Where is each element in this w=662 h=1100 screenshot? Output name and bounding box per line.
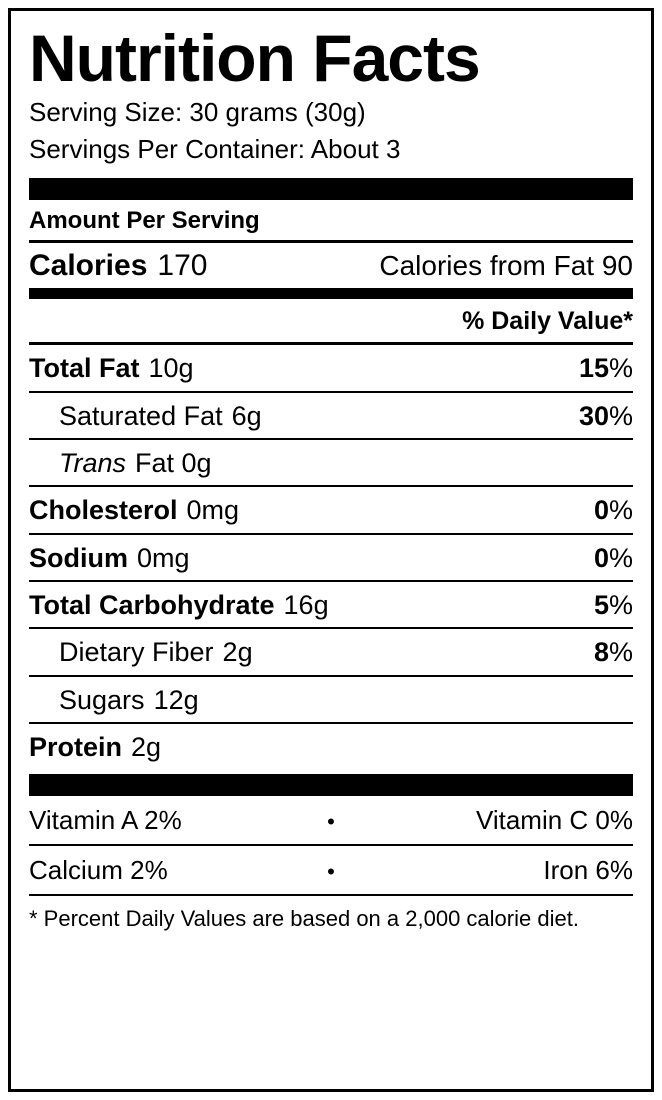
nutrient-row-cholesterol <box>29 487 633 532</box>
nutrient-amount: 6g <box>231 400 262 431</box>
nutrient-name: Saturated Fat <box>59 400 223 431</box>
nutrient-row-saturated-fat <box>29 393 633 438</box>
nutrient-amount: 10g <box>148 353 194 384</box>
nutrient-daily-value: 5% <box>593 590 633 621</box>
calories-row <box>29 243 633 288</box>
bullet-separator-icon: • <box>327 808 335 834</box>
nutrient-amount: Fat 0g <box>135 447 212 478</box>
calories-label: Calories <box>29 249 148 283</box>
nutrient-name: Cholesterol <box>29 495 178 526</box>
vitamin-a-value: Vitamin A 2% <box>29 804 182 835</box>
page-title: Nutrition Facts <box>29 21 480 95</box>
vitamin-c-value: Vitamin C 0% <box>475 804 633 835</box>
nutrient-name: Sodium <box>29 542 128 573</box>
amount-per-serving-label: Amount Per Serving <box>29 207 260 235</box>
nutrient-row-sugars <box>29 677 633 722</box>
nutrient-daily-value: 15% <box>578 353 633 384</box>
calories-value: 170 <box>157 249 208 283</box>
nutrient-name: Total Carbohydrate <box>29 590 275 621</box>
nutrition-facts-label <box>8 8 654 1092</box>
nutrient-row-sodium <box>29 535 633 580</box>
calories-from-fat: Calories from Fat 90 <box>379 250 633 282</box>
nutrient-name: Total Fat <box>29 353 140 384</box>
nutrient-row-dietary-fiber <box>29 629 633 674</box>
vitamin-row-1 <box>29 796 633 844</box>
iron-value: Iron 6% <box>543 854 633 885</box>
calcium-value: Calcium 2% <box>29 854 168 885</box>
nutrient-amount: 2g <box>222 637 253 668</box>
nutrient-name: Trans <box>59 447 127 478</box>
bullet-separator-icon: • <box>327 858 335 884</box>
nutrient-name: Dietary Fiber <box>59 637 214 668</box>
divider-thick-top <box>29 178 633 200</box>
nutrient-amount: 12g <box>153 684 199 715</box>
serving-size-text: Serving Size: 30 grams (30g) <box>29 97 366 128</box>
nutrient-daily-value: 30% <box>578 400 633 431</box>
daily-value-header: % Daily Value* <box>462 307 633 336</box>
vitamin-row-2 <box>29 846 633 894</box>
nutrient-name: Protein <box>29 732 123 763</box>
nutrient-row-trans-fat <box>29 440 633 485</box>
nutrient-daily-value: 8% <box>593 637 633 668</box>
nutrient-row-protein <box>29 724 633 769</box>
nutrient-amount: 0mg <box>186 495 240 526</box>
nutrient-name: Sugars <box>59 684 145 715</box>
divider-thick-bottom <box>29 774 633 796</box>
nutrient-daily-value: 0% <box>593 542 633 573</box>
divider-medium-1 <box>29 288 633 299</box>
nutrient-amount: 0mg <box>137 542 190 573</box>
servings-per-container-text: Servings Per Container: About 3 <box>29 134 401 165</box>
nutrient-row-total-carbohydrate <box>29 582 633 627</box>
nutrient-amount: 16g <box>283 590 329 621</box>
footnote-text: * Percent Daily Values are based on a 2,000 calorie diet. <box>29 905 579 931</box>
nutrient-row-total-fat <box>29 345 633 390</box>
nutrient-amount: 2g <box>131 732 162 763</box>
nutrient-daily-value: 0% <box>593 495 633 526</box>
